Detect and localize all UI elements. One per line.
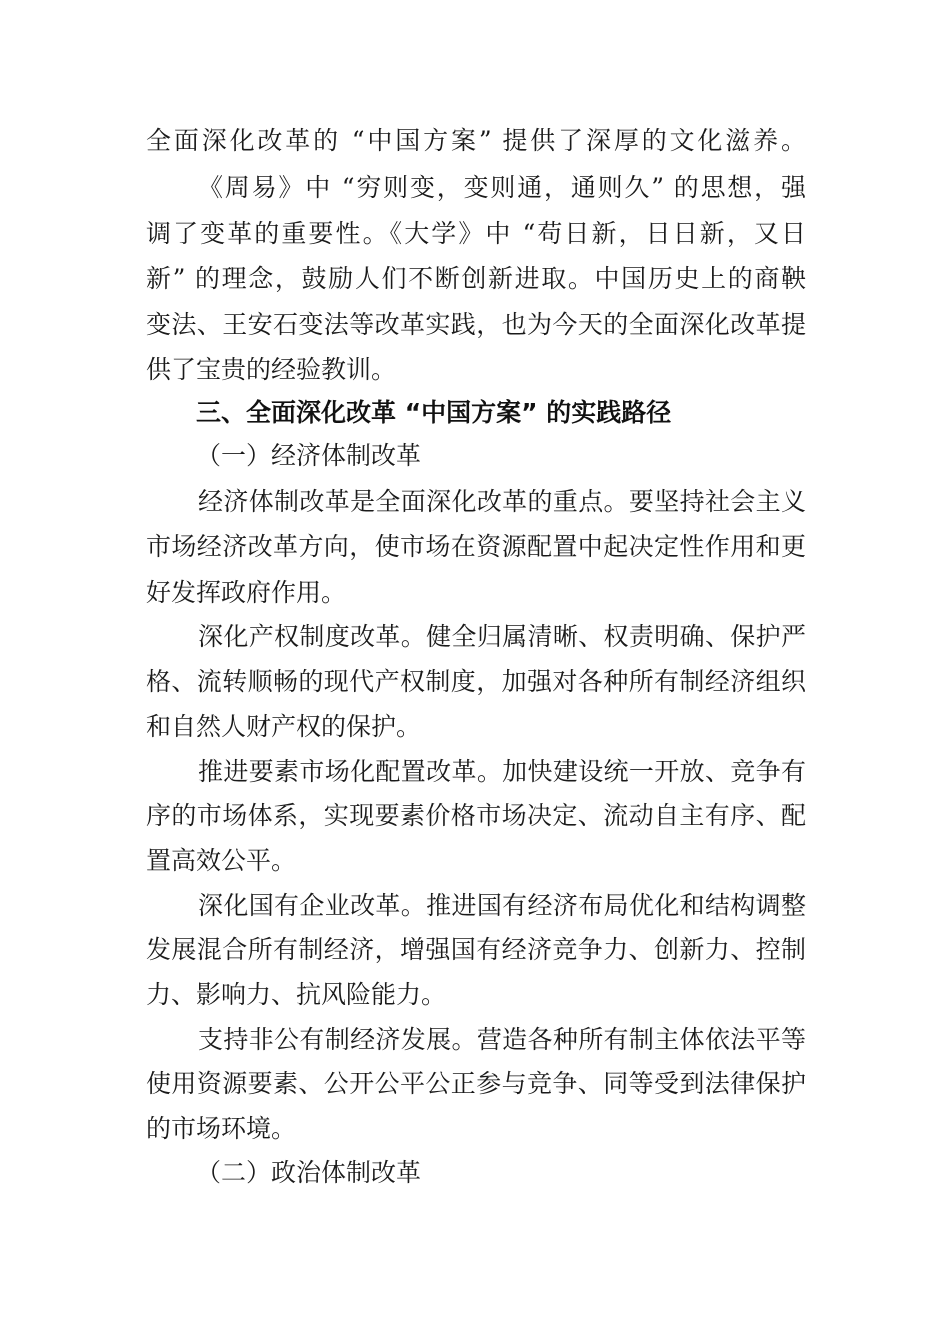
text-line: 供了宝贵的经验教训。 bbox=[146, 355, 397, 384]
subsection-heading: （一）经济体制改革 bbox=[196, 441, 422, 470]
text-line: 深化产权制度改革。健全归属清晰、权责明确、保护严 bbox=[198, 622, 806, 651]
text-line: 格、流转顺畅的现代产权制度，加强对各种所有制经济组织 bbox=[146, 667, 806, 696]
text-line: 使用资源要素、公开公平公正参与竞争、同等受到法律保护 bbox=[146, 1069, 806, 1098]
text-line: 新” 的理念，鼓励人们不断创新进取。中国历史上的商鞅 bbox=[146, 264, 806, 293]
text-line: 深化国有企业改革。推进国有经济布局优化和结构调整 bbox=[198, 891, 806, 920]
section-heading: 三、全面深化改革 “中国方案” 的实践路径 bbox=[196, 398, 672, 427]
text-line: 《周易》中 “穷则变，变则通，通则久” 的思想，强 bbox=[198, 173, 806, 202]
text-line: 经济体制改革是全面深化改革的重点。要坚持社会主义 bbox=[198, 487, 806, 516]
text-line: 全面深化改革的 “中国方案” 提供了深厚的文化滋养。 bbox=[146, 126, 806, 155]
text-line: 推进要素市场化配置改革。加快建设统一开放、竞争有 bbox=[198, 757, 806, 786]
text-line: 好发挥政府作用。 bbox=[146, 578, 347, 607]
text-line: 的市场环境。 bbox=[146, 1114, 297, 1143]
text-line: 调了变革的重要性。《大学》中 “苟日新，日日新，又日 bbox=[146, 219, 806, 248]
text-line: 变法、王安石变法等改革实践，也为今天的全面深化改革提 bbox=[146, 310, 806, 339]
text-line: 序的市场体系，实现要素价格市场决定、流动自主有序、配 bbox=[146, 801, 806, 830]
text-line: 和自然人财产权的保护。 bbox=[146, 712, 422, 741]
text-line: 支持非公有制经济发展。营造各种所有制主体依法平等 bbox=[198, 1025, 806, 1054]
subsection-heading: （二）政治体制改革 bbox=[196, 1158, 422, 1187]
text-line: 置高效公平。 bbox=[146, 846, 297, 875]
text-line: 发展混合所有制经济，增强国有经济竞争力、创新力、控制 bbox=[146, 935, 806, 964]
text-line: 市场经济改革方向，使市场在资源配置中起决定性作用和更 bbox=[146, 532, 806, 561]
text-line: 力、影响力、抗风险能力。 bbox=[146, 980, 447, 1009]
